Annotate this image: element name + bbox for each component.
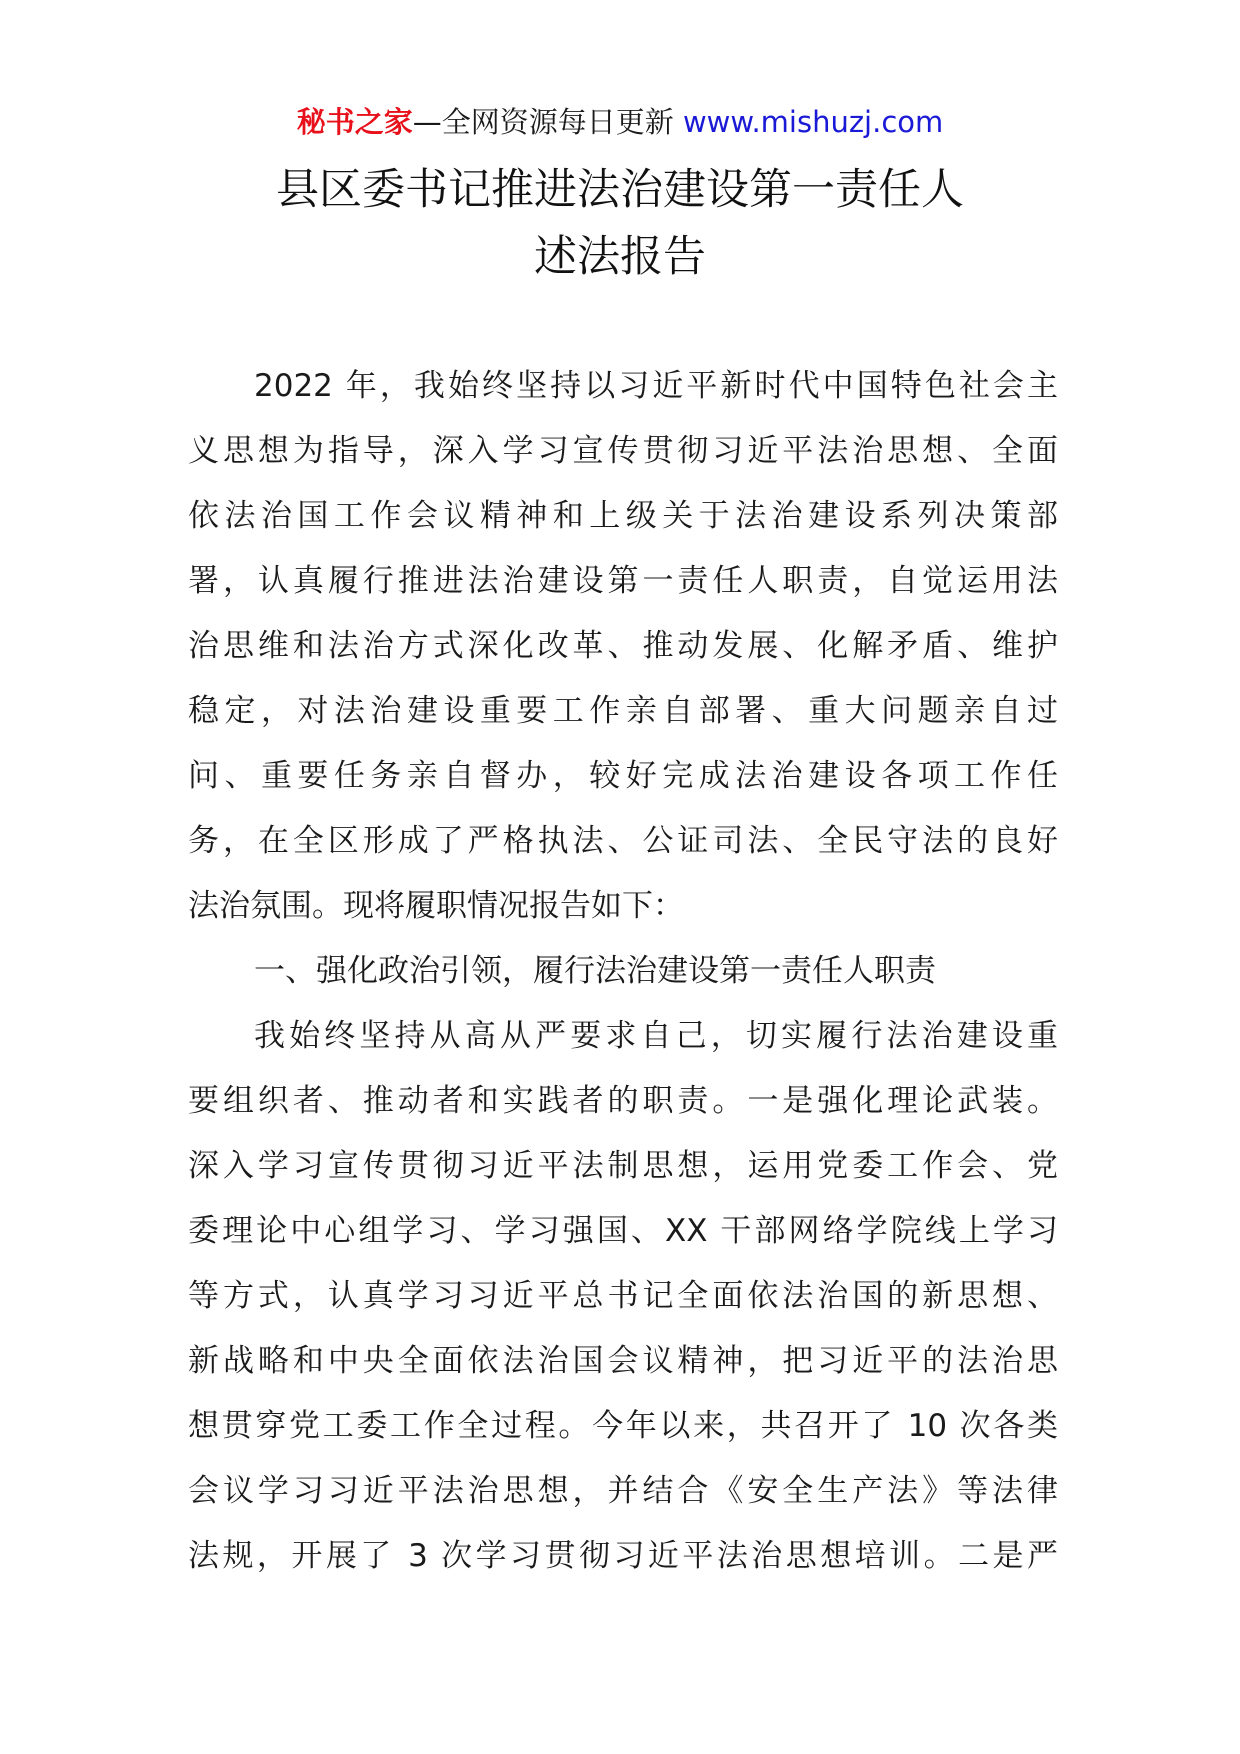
body-line: 我始终坚持从高从严要求自己，切实履行法治建设重: [254, 1018, 1058, 1054]
body-line: 要组织者、推动者和实践者的职责。一是强化理论武装。: [188, 1083, 1058, 1119]
body-line: 2022 年，我始终坚持以习近平新时代中国特色社会主: [254, 368, 1058, 404]
document-body: [188, 354, 1058, 1589]
body-line: 治思维和法治方式深化改革、推动发展、化解矛盾、维护: [188, 628, 1058, 664]
body-line: 委理论中心组学习、学习强国、XX 干部网络学院线上学习: [188, 1213, 1058, 1249]
body-line: 深入学习宣传贯彻习近平法制思想，运用党委工作会、党: [188, 1148, 1058, 1184]
body-line: 义思想为指导，深入学习宣传贯彻习近平法治思想、全面: [188, 433, 1058, 469]
document-title-line-2: 述法报告: [534, 232, 706, 282]
body-line: 新战略和中央全面依法治国会议精神，把习近平的法治思: [188, 1343, 1058, 1379]
body-line: 法治氛围。现将履职情况报告如下：: [188, 888, 684, 924]
body-line: 问、重要任务亲自督办，较好完成法治建设各项工作任: [188, 758, 1058, 794]
brand-name: 秘书之家: [296, 105, 413, 139]
body-line: 想贯穿党工委工作全过程。今年以来，共召开了 10 次各类: [188, 1408, 1058, 1444]
body-line: 法规，开展了 3 次学习贯彻习近平法治思想培训。二是严: [188, 1538, 1058, 1574]
section-heading: 一、强化政治引领，履行法治建设第一责任人职责: [254, 953, 936, 989]
site-url-link[interactable]: www.mishuzj.com: [682, 105, 944, 139]
header-tagline: —全网资源每日更新: [412, 105, 683, 139]
body-line: 依法治国工作会议精神和上级关于法治建设系列决策部: [188, 498, 1058, 534]
document-title-line-1: 县区委书记推进法治建设第一责任人: [276, 165, 964, 215]
body-line: 稳定，对法治建设重要工作亲自部署、重大问题亲自过: [188, 693, 1058, 729]
body-line: 会议学习习近平法治思想，并结合《安全生产法》等法律: [188, 1473, 1058, 1509]
site-header: [0, 102, 1240, 142]
body-line: 署，认真履行推进法治建设第一责任人职责，自觉运用法: [188, 563, 1058, 599]
body-line: 等方式，认真学习习近平总书记全面依法治国的新思想、: [188, 1278, 1058, 1314]
body-line: 务，在全区形成了严格执法、公证司法、全民守法的良好: [188, 823, 1058, 859]
